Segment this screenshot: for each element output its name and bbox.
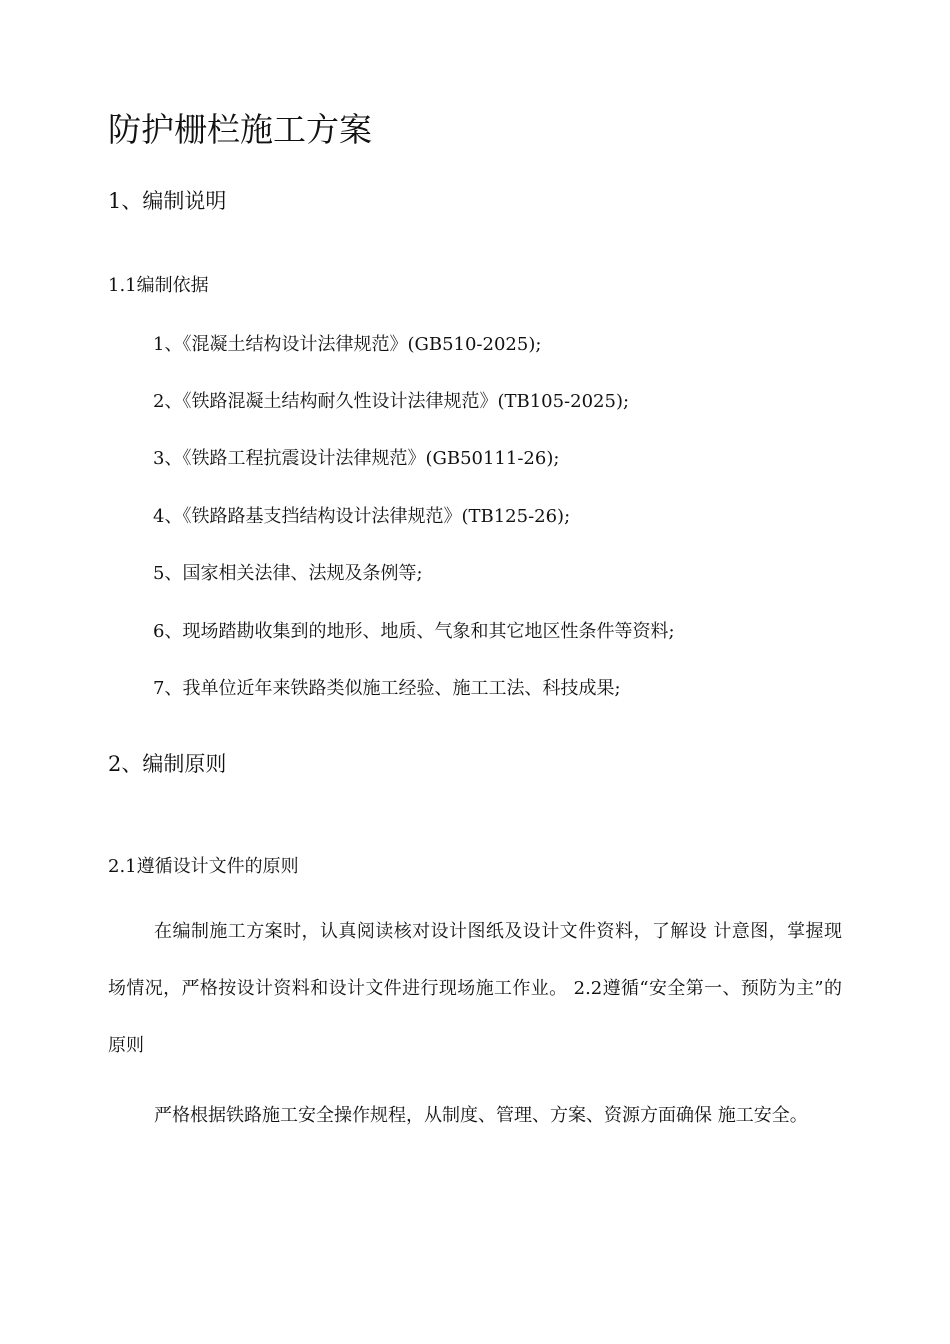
section-1-heading: 1、编制说明 bbox=[108, 189, 227, 213]
list-item: 3、《铁路工程抗震设计法律规范》(GB50111-26); bbox=[153, 448, 560, 469]
safety-principle-paragraph: 严格根据铁路施工安全操作规程，从制度、管理、方案、资源方面确保 施工安全。 bbox=[154, 1105, 808, 1126]
list-item: 1、《混凝土结构设计法律规范》(GB510-2025); bbox=[153, 334, 542, 355]
section-2-heading: 2、编制原则 bbox=[108, 752, 227, 776]
list-item: 2、《铁路混凝土结构耐久性设计法律规范》(TB105-2025); bbox=[153, 391, 630, 412]
list-item: 6、现场踏勘收集到的地形、地质、气象和其它地区性条件等资料; bbox=[153, 621, 675, 642]
document-title: 防护栅栏施工方案 bbox=[108, 110, 372, 149]
section-1-1-heading: 1.1编制依据 bbox=[108, 275, 209, 296]
section-2-1-heading: 2.1遵循设计文件的原则 bbox=[108, 856, 299, 877]
list-item: 5、国家相关法律、法规及条例等; bbox=[153, 563, 423, 584]
design-principle-paragraph: 在编制施工方案时，认真阅读核对设计图纸及设计文件资料，了解设 计意图，掌握现场情况，严格按设计资料和设计文件进行现场施工作业。 2.2遵循“安全第一、预防为主”的原则 bbox=[108, 921, 842, 1056]
list-item: 7、我单位近年来铁路类似施工经验、施工工法、科技成果; bbox=[153, 678, 621, 699]
list-item: 4、《铁路路基支挡结构设计法律规范》(TB125-26); bbox=[153, 506, 571, 527]
